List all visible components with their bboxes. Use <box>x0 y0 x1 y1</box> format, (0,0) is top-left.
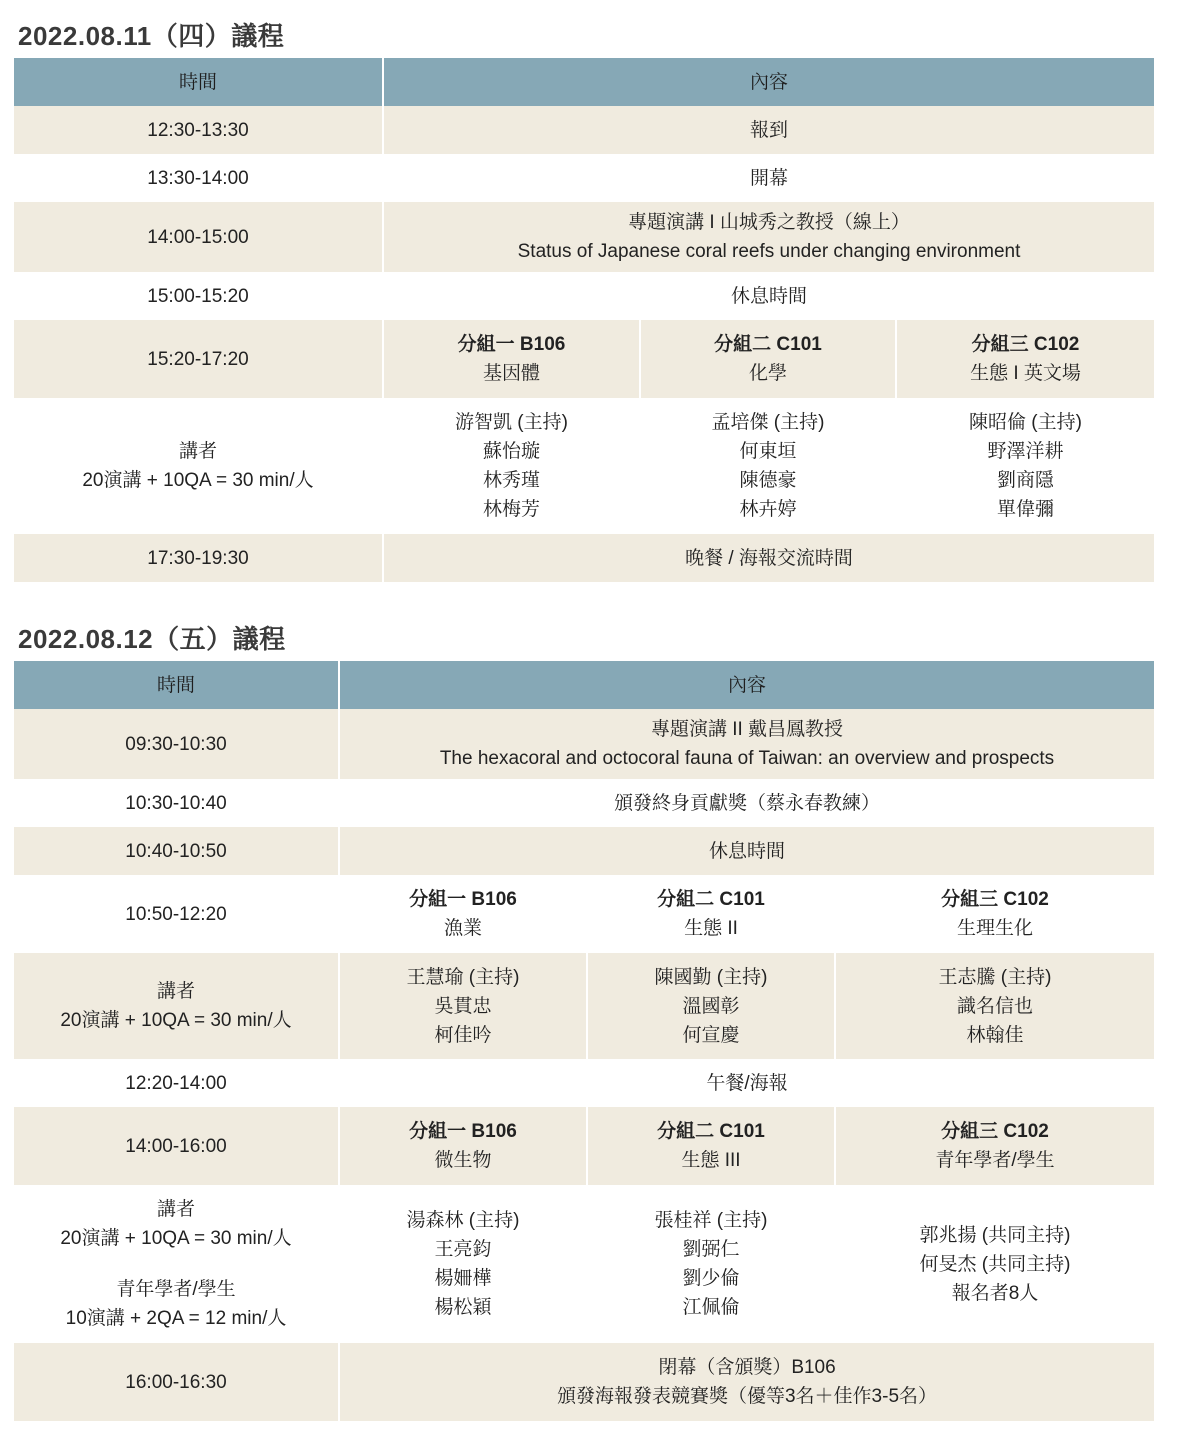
speaker-format: 20演講 + 10QA = 30 min/人 <box>82 470 314 491</box>
group-topic: 微生物 <box>434 1150 492 1171</box>
table-row <box>14 106 1154 154</box>
keynote-subtitle: The hexacoral and octocoral fauna of Taiwan: an overview and prospects <box>439 748 1055 769</box>
speaker-name: 林梅芳 <box>482 499 540 520</box>
speaker-name: 何東垣 <box>739 441 797 462</box>
table-row <box>14 827 1154 875</box>
speaker-label-cell <box>14 398 383 534</box>
group-cell <box>896 320 1154 398</box>
speaker-name: 溫國彰 <box>682 995 740 1017</box>
group-topic: 基因體 <box>482 363 540 384</box>
table-row <box>14 202 1154 272</box>
speaker-list <box>587 953 835 1059</box>
speaker-format-young: 10演講 + 2QA = 12 min/人 <box>65 1308 287 1329</box>
group-name: 分組三 C102 <box>941 889 1049 910</box>
group-topic: 生理生化 <box>957 918 1034 939</box>
row-time: 13:30-14:00 <box>14 154 383 202</box>
speaker-name: 郭兆揚 (共同主持) <box>919 1224 1071 1246</box>
group-name: 分組一 B106 <box>409 1121 517 1142</box>
speaker-name: 陳昭倫 (主持) <box>969 412 1082 433</box>
speaker-name: 王志騰 (主持) <box>938 966 1052 988</box>
speaker-list <box>835 953 1154 1059</box>
speaker-name: 識名信也 <box>957 995 1034 1017</box>
group-name: 分組一 B106 <box>409 889 517 910</box>
group-cell <box>339 875 587 953</box>
row-time: 12:20-14:00 <box>14 1059 339 1107</box>
table-header <box>14 661 1154 709</box>
group-topic: 生態 I 英文場 <box>970 363 1081 384</box>
row-content: 報到 <box>383 106 1154 154</box>
speaker-name: 陳德豪 <box>739 470 797 491</box>
speaker-name: 楊姍樺 <box>434 1268 492 1289</box>
speaker-name: 劉商隱 <box>997 470 1055 491</box>
day2-agenda-table <box>14 661 1154 1421</box>
speaker-name: 何宣慶 <box>682 1024 740 1046</box>
speaker-name: 孟培傑 (主持) <box>711 412 825 433</box>
row-time: 14:00-16:00 <box>14 1107 339 1185</box>
speaker-name: 劉弼仁 <box>682 1239 740 1260</box>
group-topic: 化學 <box>748 363 787 384</box>
table-row <box>14 875 1154 953</box>
row-content: 休息時間 <box>339 827 1154 875</box>
keynote-cell <box>339 709 1154 779</box>
table-row <box>14 1059 1154 1107</box>
row-time: 12:30-13:30 <box>14 106 383 154</box>
speaker-name: 林卉婷 <box>739 499 797 520</box>
speaker-name: 王慧瑜 (主持) <box>406 966 520 988</box>
row-content: 午餐/海報 <box>339 1059 1154 1107</box>
content-column-header: 內容 <box>383 58 1154 106</box>
row-time: 14:00-15:00 <box>14 202 383 272</box>
row-time: 15:20-17:20 <box>14 320 383 398</box>
speaker-format: 20演講 + 10QA = 30 min/人 <box>60 1010 292 1031</box>
closing-title: 閉幕（含頒獎）B106 <box>658 1357 836 1378</box>
speaker-name: 游智凱 (主持) <box>455 412 568 433</box>
speaker-name: 王亮鈞 <box>434 1239 492 1260</box>
group-cell <box>835 875 1154 953</box>
group-cell <box>339 1107 587 1185</box>
speaker-label: 講者 <box>156 981 195 1002</box>
row-time: 10:30-10:40 <box>14 779 339 827</box>
table-row <box>14 534 1154 582</box>
row-time: 10:50-12:20 <box>14 875 339 953</box>
speaker-name: 林翰佳 <box>966 1024 1024 1046</box>
speaker-list <box>896 398 1154 534</box>
speaker-name: 蘇怡璇 <box>482 441 540 462</box>
row-time: 15:00-15:20 <box>14 272 383 320</box>
keynote-cell <box>383 202 1154 272</box>
group-topic: 生態 III <box>681 1150 741 1171</box>
speaker-list <box>835 1185 1154 1343</box>
row-time: 09:30-10:30 <box>14 709 339 779</box>
row-content: 休息時間 <box>383 272 1154 320</box>
group-name: 分組三 C102 <box>971 334 1080 355</box>
group-name: 分組三 C102 <box>941 1121 1049 1142</box>
table-row <box>14 953 1154 1059</box>
speaker-name: 湯森林 (主持) <box>406 1210 520 1231</box>
row-content: 開幕 <box>383 154 1154 202</box>
speaker-name: 陳國勤 (主持) <box>654 966 768 988</box>
speaker-list <box>383 398 640 534</box>
speaker-format: 20演講 + 10QA = 30 min/人 <box>60 1228 292 1249</box>
closing-subtitle: 頒發海報發表競賽獎（優等3名＋佳作3-5名） <box>556 1386 938 1407</box>
group-cell <box>383 320 640 398</box>
keynote-title: 專題演講 I 山城秀之教授（線上） <box>628 212 910 233</box>
time-column-header: 時間 <box>14 661 339 709</box>
row-content: 頒發終身貢獻獎（蔡永春教練） <box>339 779 1154 827</box>
speaker-name: 單偉彌 <box>997 499 1055 520</box>
speaker-name: 野澤洋耕 <box>987 441 1064 462</box>
row-time: 16:00-16:30 <box>14 1343 339 1421</box>
speaker-name: 吳貫忠 <box>434 995 492 1017</box>
group-cell <box>587 1107 835 1185</box>
speaker-name: 報名者8人 <box>951 1282 1039 1304</box>
table-row <box>14 154 1154 202</box>
speaker-name: 江佩倫 <box>682 1297 740 1318</box>
speaker-name: 柯佳吟 <box>434 1024 492 1046</box>
speaker-list <box>640 398 896 534</box>
group-name: 分組二 C101 <box>657 1121 765 1142</box>
day2-title: 2022.08.12（五）議程 <box>18 624 286 654</box>
speaker-label: 講者 <box>178 441 217 462</box>
speaker-name: 劉少倫 <box>682 1268 740 1289</box>
spacer <box>20 1253 332 1275</box>
row-content: 晚餐 / 海報交流時間 <box>383 534 1154 582</box>
table-row <box>14 1343 1154 1421</box>
speaker-label: 講者 <box>156 1199 195 1220</box>
row-time: 10:40-10:50 <box>14 827 339 875</box>
group-cell <box>835 1107 1154 1185</box>
group-topic: 青年學者/學生 <box>935 1150 1055 1171</box>
speaker-label-young: 青年學者/學生 <box>116 1279 236 1300</box>
table-row <box>14 1107 1154 1185</box>
speaker-list <box>339 1185 587 1343</box>
group-cell <box>640 320 896 398</box>
row-time: 17:30-19:30 <box>14 534 383 582</box>
group-topic: 漁業 <box>443 918 482 939</box>
keynote-subtitle: Status of Japanese coral reefs under changing environment <box>517 241 1021 262</box>
day1-title: 2022.08.11（四）議程 <box>18 21 285 51</box>
table-row <box>14 398 1154 534</box>
table-row <box>14 320 1154 398</box>
speaker-label-cell <box>14 1185 339 1343</box>
group-cell <box>587 875 835 953</box>
speaker-list <box>339 953 587 1059</box>
group-topic: 生態 II <box>684 918 738 939</box>
table-header <box>14 58 1154 106</box>
table-row <box>14 1185 1154 1343</box>
day1-agenda-table <box>14 58 1154 582</box>
speaker-name: 楊松穎 <box>434 1297 492 1318</box>
group-name: 分組二 C101 <box>714 334 822 355</box>
table-row <box>14 709 1154 779</box>
speaker-list <box>587 1185 835 1343</box>
keynote-title: 專題演講 II 戴昌鳳教授 <box>650 719 844 740</box>
closing-cell <box>339 1343 1154 1421</box>
speaker-name: 張桂祥 (主持) <box>654 1210 768 1231</box>
table-row <box>14 272 1154 320</box>
group-name: 分組二 C101 <box>657 889 765 910</box>
speaker-name: 林秀瑾 <box>482 470 540 491</box>
speaker-name: 何旻杰 (共同主持) <box>919 1253 1071 1275</box>
table-row <box>14 779 1154 827</box>
group-name: 分組一 B106 <box>457 334 566 355</box>
content-column-header: 內容 <box>339 661 1154 709</box>
time-column-header: 時間 <box>14 58 383 106</box>
speaker-label-cell <box>14 953 339 1059</box>
